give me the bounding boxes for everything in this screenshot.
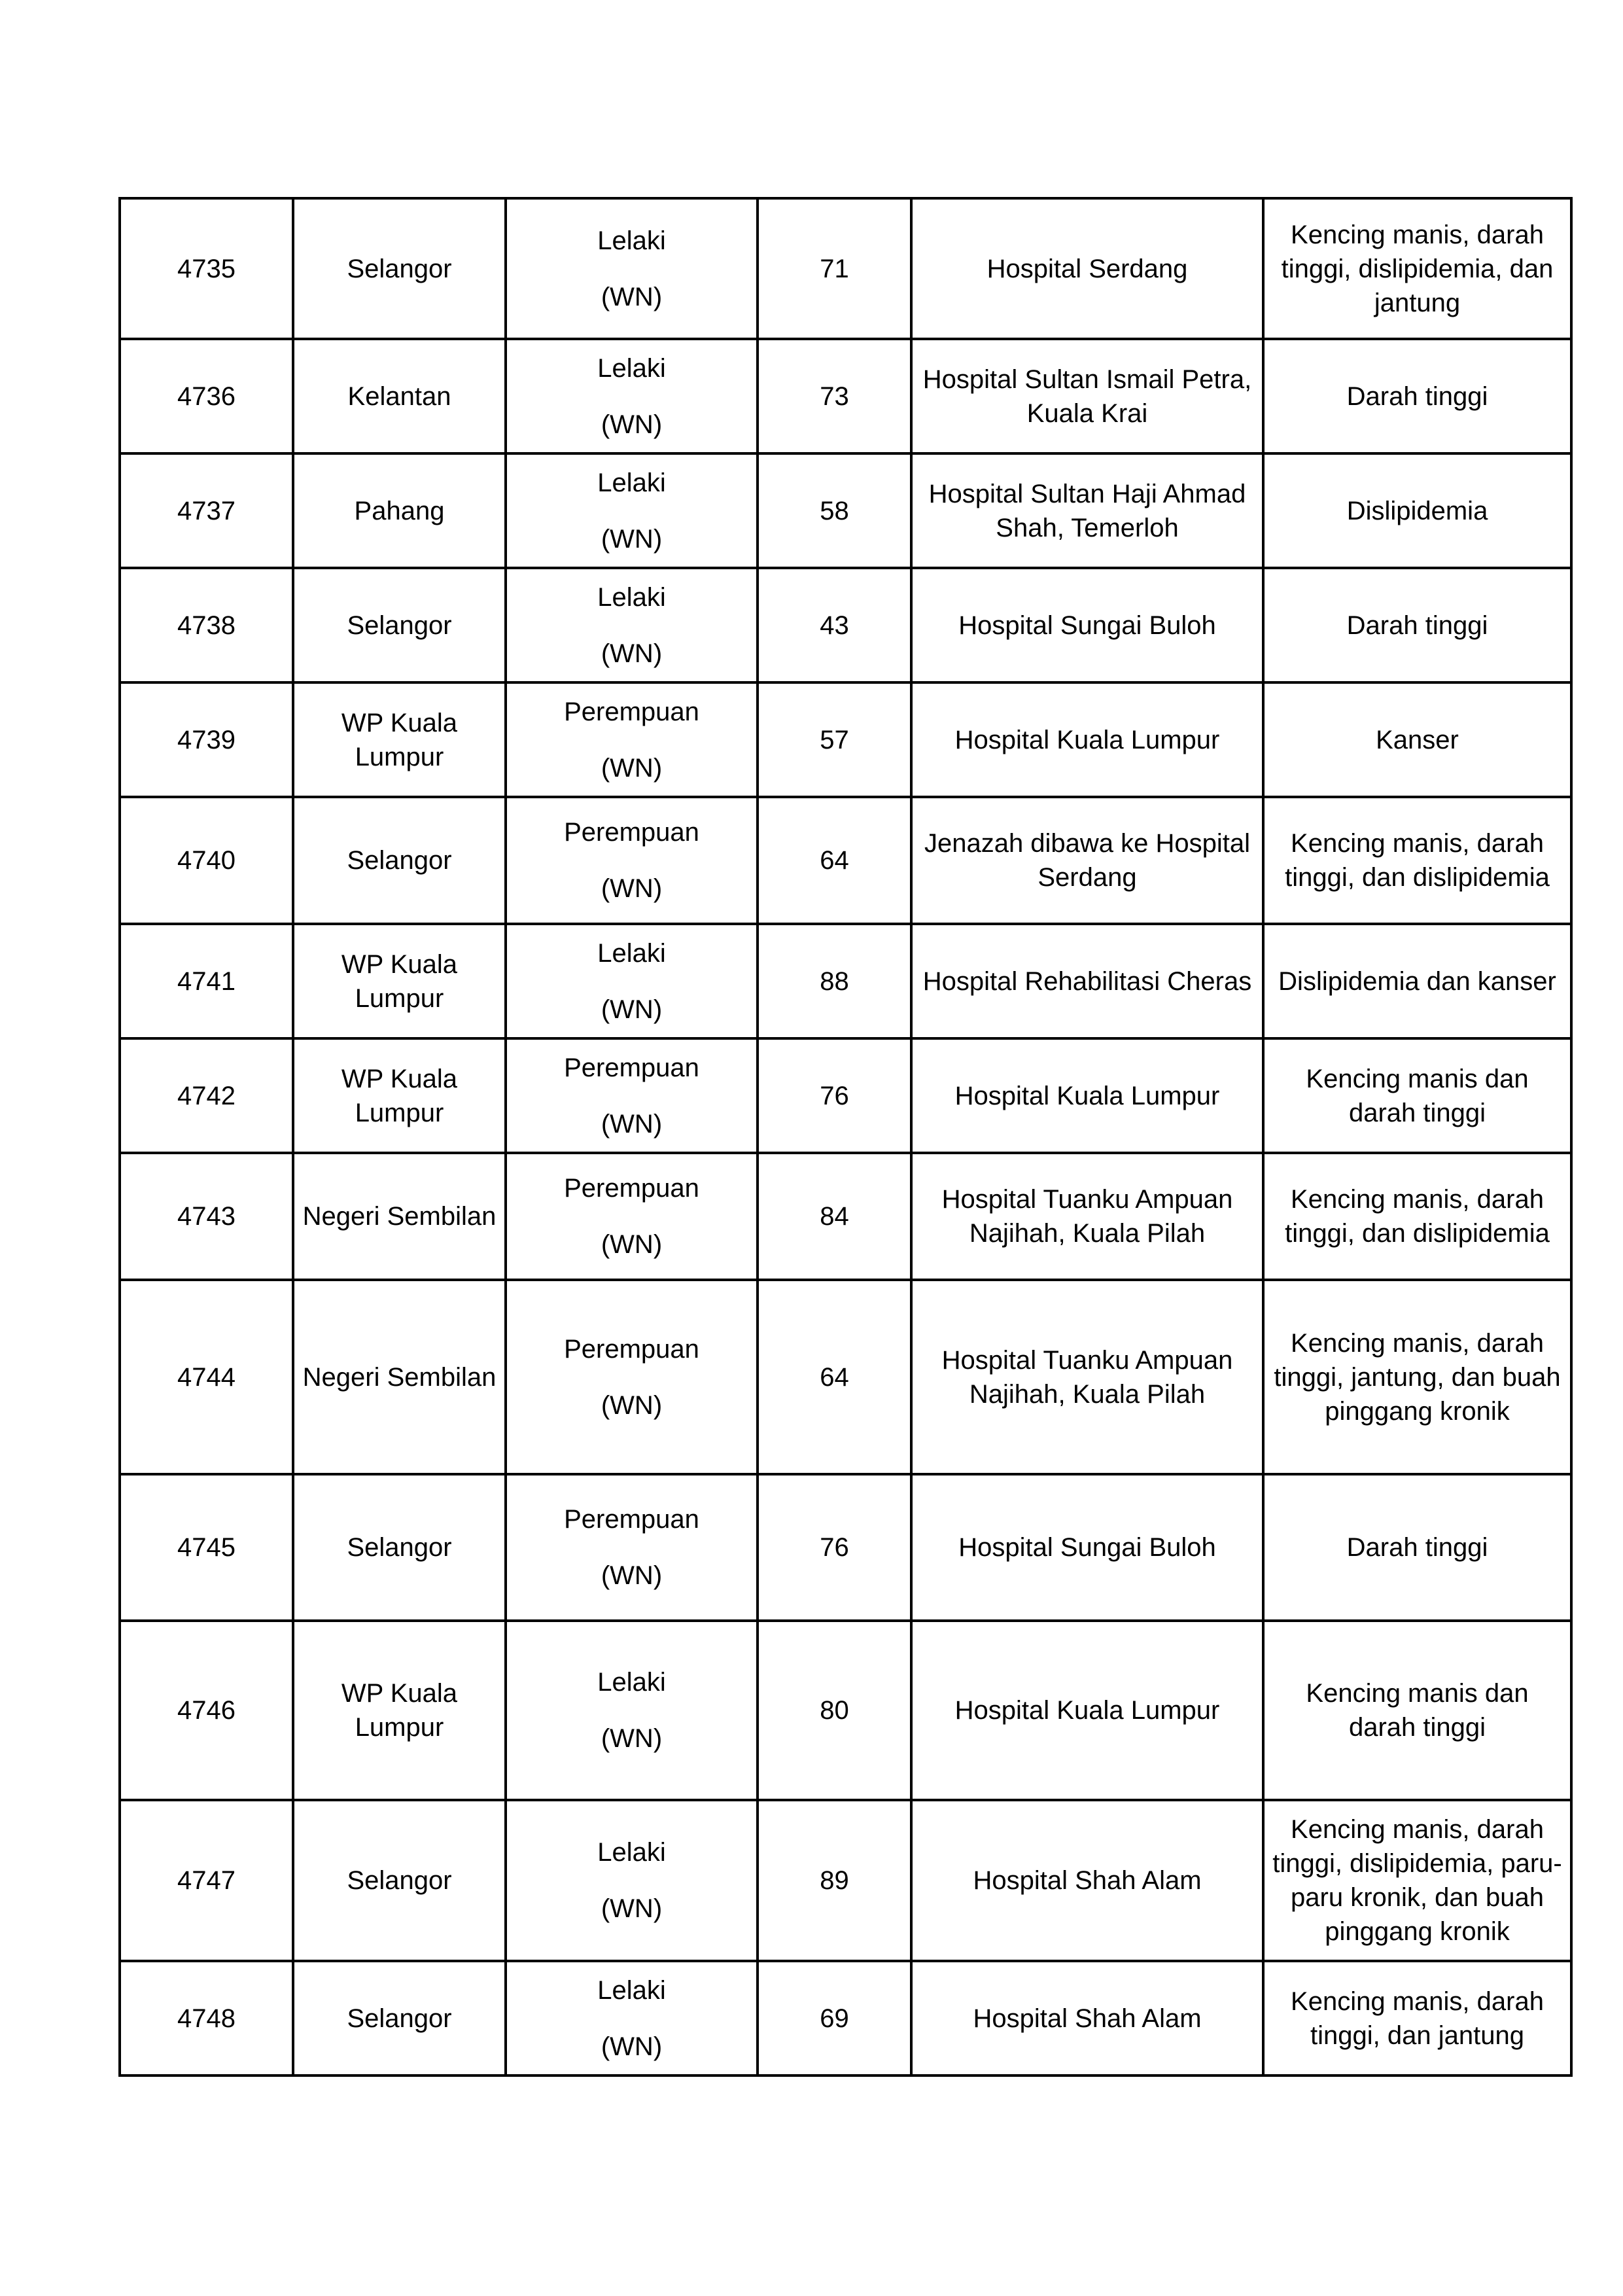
state-cell: WP Kuala Lumpur	[293, 1038, 506, 1153]
table-row	[120, 1800, 1571, 1961]
hospital-cell: Hospital Shah Alam	[911, 1800, 1263, 1961]
age-cell: 64	[758, 797, 911, 924]
hospital-cell: Hospital Sungai Buloh	[911, 568, 1263, 682]
state-cell: Negeri Sembilan	[293, 1280, 506, 1474]
gender-cell	[506, 797, 758, 924]
case-number-cell: 4744	[120, 1280, 293, 1474]
citizenship-label: (WN)	[601, 1561, 663, 1590]
case-number-cell: 4737	[120, 453, 293, 568]
case-number-cell: 4739	[120, 682, 293, 797]
citizenship-label: (WN)	[601, 282, 663, 311]
gender-label: Lelaki	[597, 582, 666, 612]
comorbidity-cell: Kencing manis dan darah tinggi	[1263, 1038, 1571, 1153]
gender-cell	[506, 1038, 758, 1153]
comorbidity-cell: Dislipidemia	[1263, 453, 1571, 568]
table-row	[120, 453, 1571, 568]
gender-cell	[506, 1961, 758, 2075]
state-cell: Selangor	[293, 797, 506, 924]
comorbidity-cell: Darah tinggi	[1263, 1474, 1571, 1621]
age-cell: 88	[758, 924, 911, 1038]
comorbidity-cell: Kencing manis, darah tinggi, dislipidemia, paru-paru kronik, dan buah pinggang kronik	[1263, 1800, 1571, 1961]
gender-label: Perempuan	[564, 1053, 699, 1082]
comorbidity-cell: Darah tinggi	[1263, 339, 1571, 453]
state-cell: WP Kuala Lumpur	[293, 682, 506, 797]
hospital-cell: Hospital Sultan Haji Ahmad Shah, Temerloh	[911, 453, 1263, 568]
hospital-cell: Hospital Sultan Ismail Petra, Kuala Krai	[911, 339, 1263, 453]
table-row	[120, 1474, 1571, 1621]
citizenship-label: (WN)	[601, 1230, 663, 1259]
table-row	[120, 1961, 1571, 2075]
table-row	[120, 198, 1571, 339]
citizenship-label: (WN)	[601, 524, 663, 554]
state-cell: Selangor	[293, 1961, 506, 2075]
gender-cell	[506, 1153, 758, 1280]
death-cases-table	[118, 197, 1573, 2077]
age-cell: 69	[758, 1961, 911, 2075]
gender-cell	[506, 1280, 758, 1474]
hospital-cell: Hospital Kuala Lumpur	[911, 1621, 1263, 1800]
hospital-cell: Hospital Kuala Lumpur	[911, 1038, 1263, 1153]
citizenship-label: (WN)	[601, 410, 663, 439]
case-number-cell: 4747	[120, 1800, 293, 1961]
hospital-cell: Hospital Kuala Lumpur	[911, 682, 1263, 797]
case-number-cell: 4736	[120, 339, 293, 453]
gender-label: Lelaki	[597, 938, 666, 968]
gender-label: Lelaki	[597, 1838, 666, 1867]
state-cell: Negeri Sembilan	[293, 1153, 506, 1280]
comorbidity-cell: Kanser	[1263, 682, 1571, 797]
table-row	[120, 1153, 1571, 1280]
gender-cell	[506, 198, 758, 339]
age-cell: 80	[758, 1621, 911, 1800]
hospital-cell: Hospital Tuanku Ampuan Najihah, Kuala Pilah	[911, 1280, 1263, 1474]
comorbidity-cell: Dislipidemia dan kanser	[1263, 924, 1571, 1038]
age-cell: 76	[758, 1038, 911, 1153]
table-row	[120, 797, 1571, 924]
gender-label: Lelaki	[597, 353, 666, 383]
state-cell: Pahang	[293, 453, 506, 568]
table-row	[120, 924, 1571, 1038]
comorbidity-cell: Kencing manis, darah tinggi, dislipidemia, dan jantung	[1263, 198, 1571, 339]
table-body	[120, 198, 1571, 2075]
citizenship-label: (WN)	[601, 1109, 663, 1139]
gender-label: Perempuan	[564, 1174, 699, 1203]
gender-label: Perempuan	[564, 1334, 699, 1364]
age-cell: 76	[758, 1474, 911, 1621]
gender-cell	[506, 568, 758, 682]
hospital-cell: Hospital Rehabilitasi Cheras	[911, 924, 1263, 1038]
gender-label: Lelaki	[597, 1975, 666, 2005]
age-cell: 57	[758, 682, 911, 797]
citizenship-label: (WN)	[601, 1724, 663, 1753]
age-cell: 84	[758, 1153, 911, 1280]
hospital-cell: Hospital Shah Alam	[911, 1961, 1263, 2075]
age-cell: 89	[758, 1800, 911, 1961]
hospital-cell: Jenazah dibawa ke Hospital Serdang	[911, 797, 1263, 924]
case-number-cell: 4745	[120, 1474, 293, 1621]
hospital-cell: Hospital Tuanku Ampuan Najihah, Kuala Pilah	[911, 1153, 1263, 1280]
comorbidity-cell: Kencing manis, darah tinggi, dan dislipidemia	[1263, 1153, 1571, 1280]
state-cell: Selangor	[293, 568, 506, 682]
table-row	[120, 1621, 1571, 1800]
age-cell: 43	[758, 568, 911, 682]
hospital-cell: Hospital Sungai Buloh	[911, 1474, 1263, 1621]
comorbidity-cell: Darah tinggi	[1263, 568, 1571, 682]
gender-label: Lelaki	[597, 1668, 666, 1697]
gender-label: Perempuan	[564, 818, 699, 847]
citizenship-label: (WN)	[601, 639, 663, 668]
hospital-cell: Hospital Serdang	[911, 198, 1263, 339]
comorbidity-cell: Kencing manis, darah tinggi, jantung, dan buah pinggang kronik	[1263, 1280, 1571, 1474]
case-number-cell: 4738	[120, 568, 293, 682]
table-row	[120, 682, 1571, 797]
state-cell: Selangor	[293, 198, 506, 339]
gender-label: Perempuan	[564, 1505, 699, 1534]
citizenship-label: (WN)	[601, 1390, 663, 1420]
comorbidity-cell: Kencing manis, darah tinggi, dan jantung	[1263, 1961, 1571, 2075]
case-number-cell: 4741	[120, 924, 293, 1038]
gender-label: Lelaki	[597, 226, 666, 255]
case-number-cell: 4735	[120, 198, 293, 339]
state-cell: Selangor	[293, 1800, 506, 1961]
age-cell: 64	[758, 1280, 911, 1474]
state-cell: Selangor	[293, 1474, 506, 1621]
case-number-cell: 4740	[120, 797, 293, 924]
state-cell: WP Kuala Lumpur	[293, 1621, 506, 1800]
state-cell: WP Kuala Lumpur	[293, 924, 506, 1038]
gender-cell	[506, 924, 758, 1038]
age-cell: 71	[758, 198, 911, 339]
gender-cell	[506, 1474, 758, 1621]
gender-cell	[506, 682, 758, 797]
case-number-cell: 4742	[120, 1038, 293, 1153]
citizenship-label: (WN)	[601, 1894, 663, 1923]
citizenship-label: (WN)	[601, 874, 663, 903]
case-number-cell: 4743	[120, 1153, 293, 1280]
gender-label: Perempuan	[564, 697, 699, 726]
table-row	[120, 339, 1571, 453]
gender-cell	[506, 1621, 758, 1800]
state-cell: Kelantan	[293, 339, 506, 453]
table-row	[120, 1280, 1571, 1474]
comorbidity-cell: Kencing manis, darah tinggi, dan dislipidemia	[1263, 797, 1571, 924]
gender-cell	[506, 339, 758, 453]
gender-cell	[506, 453, 758, 568]
table-row	[120, 568, 1571, 682]
case-number-cell: 4748	[120, 1961, 293, 2075]
citizenship-label: (WN)	[601, 995, 663, 1024]
table-row	[120, 1038, 1571, 1153]
gender-label: Lelaki	[597, 468, 666, 497]
age-cell: 73	[758, 339, 911, 453]
comorbidity-cell: Kencing manis dan darah tinggi	[1263, 1621, 1571, 1800]
citizenship-label: (WN)	[601, 753, 663, 783]
citizenship-label: (WN)	[601, 2032, 663, 2061]
gender-cell	[506, 1800, 758, 1961]
age-cell: 58	[758, 453, 911, 568]
case-number-cell: 4746	[120, 1621, 293, 1800]
